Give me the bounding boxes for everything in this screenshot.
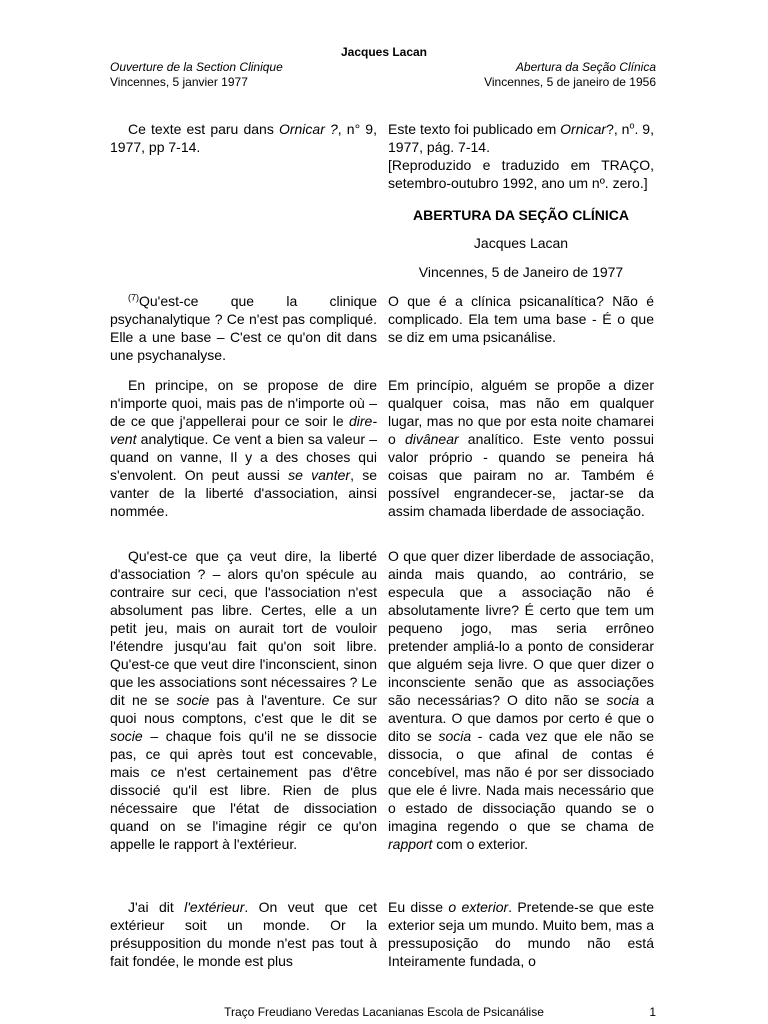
paragraph-4-right	[388, 898, 654, 970]
source-journal: Ornicar	[560, 121, 607, 137]
source-note-text: . 9, 1977, pág. 7-14.	[388, 121, 654, 155]
footnote-marker: (7)	[128, 292, 139, 303]
page-number: 1	[649, 1005, 656, 1019]
paragraph-text: analítico. Este vento possui valor próprio - quando se peneira há coisas que pairam no ar. Também é possível engrandecer-se, jactar-se da assim chamada liberdade de associação.	[388, 431, 654, 519]
source-note-left	[110, 120, 377, 156]
header-right-title: Abertura da Seção Clínica	[515, 60, 656, 74]
source-note-text: ?, n	[606, 121, 630, 137]
paragraph-emphasis: rapport	[388, 836, 433, 852]
paragraph-text: com o exterior.	[432, 836, 529, 852]
document-title: ABERTURA DA SEÇÃO CLÍNICA	[413, 207, 629, 223]
header-left-date: Vincennes, 5 janvier 1977	[110, 75, 248, 89]
paragraph-emphasis: divânear	[404, 431, 459, 447]
document-date: Vincennes, 5 de Janeiro de 1977	[418, 264, 624, 280]
paragraph-2-left	[110, 376, 377, 520]
paragraph-text: J'ai dit	[128, 899, 185, 915]
paragraph-emphasis: o exterior	[448, 899, 509, 915]
paragraph-3-right	[388, 547, 654, 853]
paragraph-4-left	[110, 898, 377, 970]
paragraph-text: - cada vez que ele não se dissocia, o que afinal de contas é concebível, mas não é por ser dissociado que ele é livre. Nada mais necessário que o estado de dissociação quando se o imagina regendo o que se chama de	[388, 728, 654, 834]
paragraph-1-left	[110, 292, 377, 364]
source-note-reprint: [Reproduzido e traduzido em TRAÇO, setembro-outubro 1992, ano um nº. zero.]	[388, 157, 654, 191]
paragraph-1-right	[388, 292, 654, 346]
header-left-title: Ouverture de la Section Clinique	[110, 60, 283, 74]
paragraph-text: analytique. Ce vent a bien sa valeur – quand on vanne, Il y a des choses qui s'envolent. On peut aussi	[110, 431, 377, 483]
source-note-sup: o	[629, 120, 635, 131]
header-right-date: Vincennes, 5 de janeiro de 1956	[484, 75, 656, 89]
source-journal: Ornicar ?	[278, 121, 338, 137]
paragraph-text: Qu'est-ce que ça veut dire, la liberté d'association ? – alors qu'on spécule au contraire sur ceci, que l'association n'est absolument pas libre. Certes, elle a un petit jeu, mais on aurait tort de vouloir l'étendre jusqu'au fait qu'on soit libre. Qu'est-ce que veut dire l'inconscient, sinon que les associations sont nécessaires ? Le dit ne se	[110, 548, 377, 708]
paragraph-text: pas à l'aventure. Ce sur quoi nous comptons, c'est que le dit se	[110, 692, 377, 726]
source-note-text: , n° 9, 1977, pp 7-14.	[110, 121, 377, 155]
paragraph-text: . On veut que cet extérieur soit un monde. Or la présupposition du monde n'est pas tout à fait fondée, le monde est plus	[110, 899, 377, 969]
paragraph-text: , se vanter de la liberté d'association, ainsi nommée.	[110, 467, 377, 519]
paragraph-emphasis: se vanter	[288, 467, 351, 483]
source-note-text: Este texto foi publicado em	[388, 121, 561, 137]
paragraph-text: O que é a clínica psicanalítica? Não é complicado. Ela tem uma base - É o que se diz em uma psicanálise.	[388, 293, 654, 345]
source-note-text: Ce texte est paru dans	[128, 121, 279, 137]
paragraph-3-left	[110, 547, 377, 853]
paragraph-text: Eu disse	[388, 899, 449, 915]
paragraph-emphasis: socie	[110, 728, 143, 744]
document-author: Jacques Lacan	[473, 235, 569, 251]
paragraph-text: Qu'est-ce que la clinique psychanalytique ? Ce n'est pas compliqué. Elle a une base – C'est ce qu'on dit dans une psychanalyse.	[110, 293, 377, 363]
paragraph-text: a aventura. O que damos por certo é que o dito se	[388, 692, 654, 744]
header-author: Jacques Lacan	[340, 45, 428, 59]
paragraph-text: En principe, on se propose de dire n'importe quoi, mais pas de n'importe où – de ce que j'appellerai pour ce soir le	[110, 377, 377, 429]
paragraph-emphasis: socie	[176, 692, 210, 708]
paragraph-emphasis: socia	[438, 728, 472, 744]
footer-text: Traço Freudiano Veredas Lacanianas Escola de Psicanálise	[224, 1005, 544, 1019]
paragraph-emphasis: l'extérieur	[184, 899, 245, 915]
paragraph-text: O que quer dizer liberdade de associação, ainda mais quando, ao contrário, se especula que a associação não é absolutamente livre? É certo que tem um pequeno jogo, mas seria errôneo pretender ampliá-lo a ponto de considerar que alguém seja livre. O que quer dizer o inconsciente senão que as associações são necessárias? O dito não se	[388, 548, 654, 708]
paragraph-text: Em princípio, alguém se propõe a dizer qualquer coisa, mas não em qualquer lugar, mas no que por esta noite chamarei o	[388, 377, 654, 447]
paragraph-text: . Pretende-se que este exterior seja um mundo. Muito bem, mas a pressuposição do mundo não está Inteiramente fundada, o	[388, 899, 654, 969]
source-note-right	[388, 120, 654, 192]
paragraph-2-right	[388, 376, 654, 520]
paragraph-emphasis: dire-vent	[110, 413, 377, 447]
paragraph-text: – chaque fois qu'il ne se dissocie pas, ce qui après tout est concevable, mais ce n'est certainement pas d'être dissocié qu'il est libre. Rien de plus nécessaire que l'état de dissociation quand on se l'imagine régir ce qu'on appelle le rapport à l'extérieur.	[110, 728, 377, 852]
header-right	[484, 60, 656, 90]
paragraph-emphasis: socia	[606, 692, 640, 708]
header-left	[110, 60, 283, 90]
